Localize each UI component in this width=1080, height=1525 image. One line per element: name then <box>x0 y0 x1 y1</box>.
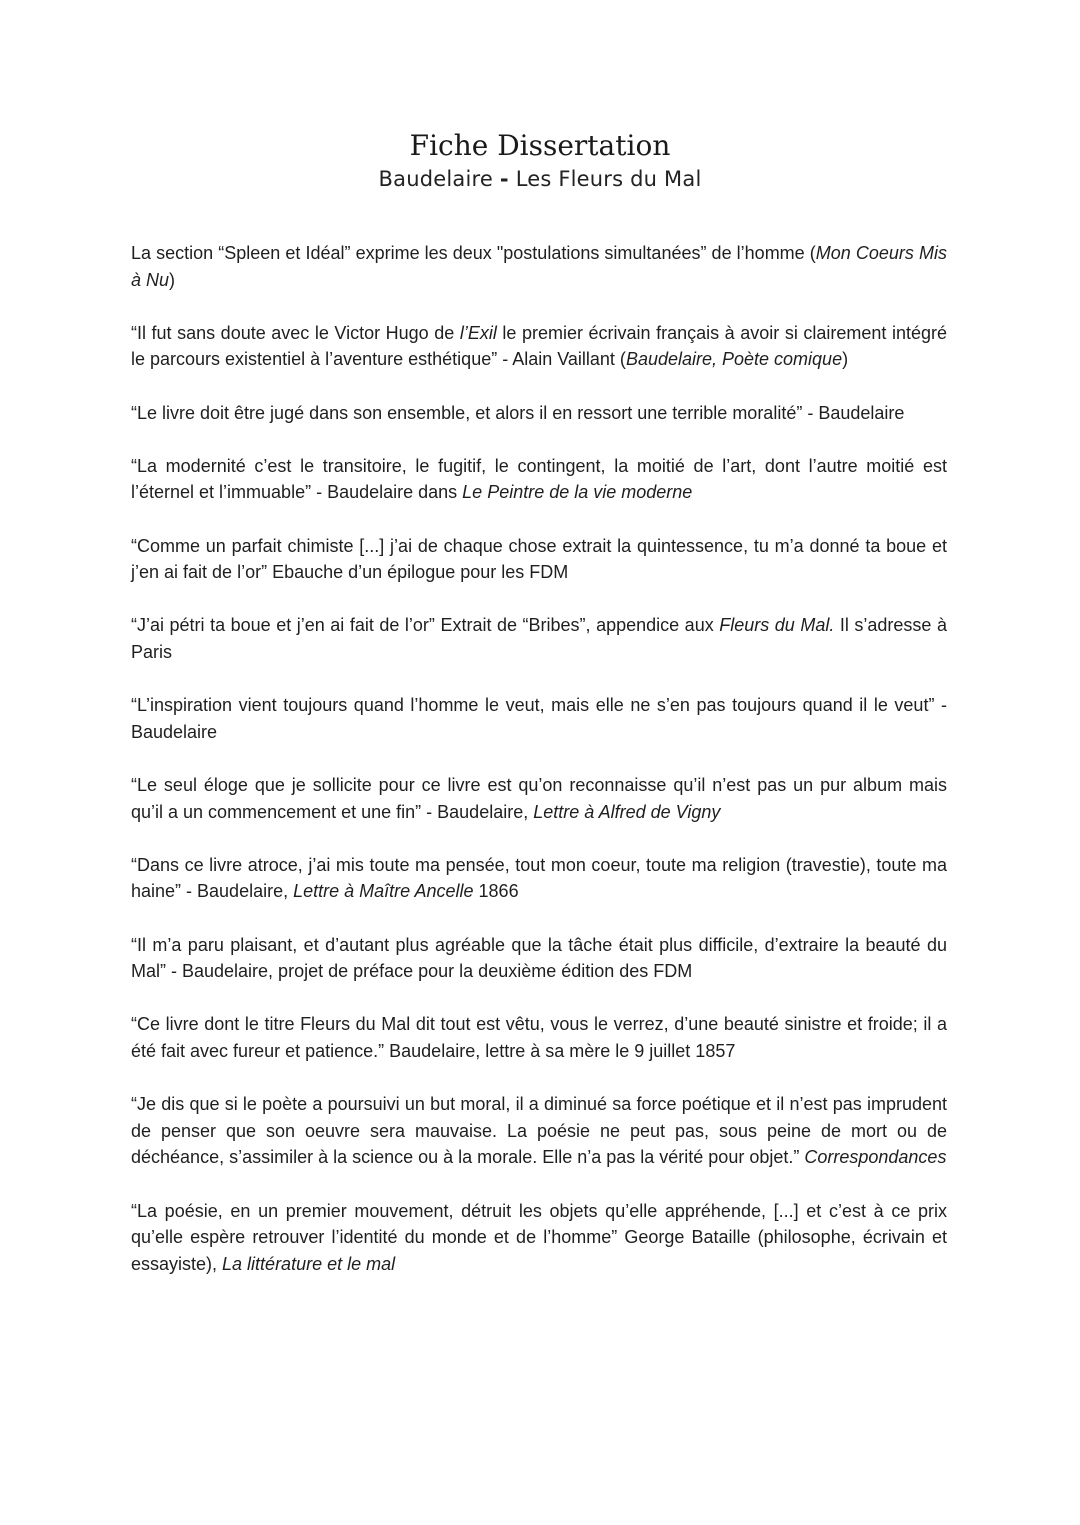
quote-paragraph-8 <box>131 772 947 825</box>
quote-text: “Il fut sans doute avec le Victor Hugo de <box>131 322 460 343</box>
quote-text: “Dans ce livre atroce, j’ai mis toute ma pensée, tout mon coeur, toute ma religion (travestie), toute ma haine” - Baudelaire, <box>131 854 947 902</box>
quote-text: 1866 <box>473 881 519 902</box>
quote-paragraph-11 <box>131 1011 947 1064</box>
quote-text: ) <box>842 349 849 370</box>
quote-source-italic: Fleurs du Mal. <box>719 615 835 636</box>
quote-text: “L’inspiration vient toujours quand l’homme le veut, mais elle ne s’en pas toujours quand il le veut” - Baudelaire <box>131 695 947 742</box>
subtitle-work: Les Fleurs du Mal <box>515 167 702 191</box>
quote-text: “La modernité c’est le transitoire, le fugitif, le contingent, la moitié de l’art, dont l’autre moitié est l’éternel et l’immuable” - Baudelaire dans <box>131 455 947 503</box>
quote-paragraph-10 <box>131 932 947 985</box>
quote-text: le premier écrivain français à avoir si clairement intégré le parcours existentiel à l’aventure esthétique” - Alain Vaillant ( <box>131 322 947 370</box>
page-title: Fiche Dissertation <box>409 129 671 162</box>
subtitle-dash: - <box>499 167 509 191</box>
quote-paragraph-5 <box>131 533 947 586</box>
quote-text: “Je dis que si le poète a poursuivi un but moral, il a diminué sa force poétique et il n’est pas imprudent de penser que son oeuvre sera mauvaise. La poésie ne peut pas, sous peine de mort ou de déchéance, s’assimiler à la science ou à la morale. Elle n’a pas la vérité pour objet.” <box>131 1094 947 1168</box>
quote-source-italic: Correspondances <box>804 1147 947 1168</box>
quote-text: Il s’adresse à Paris <box>131 615 947 662</box>
quote-paragraph-1 <box>131 240 947 293</box>
quote-paragraph-6 <box>131 612 947 665</box>
subtitle-author: Baudelaire <box>378 167 493 191</box>
quote-source-italic: Baudelaire, Poète comique <box>625 349 843 370</box>
quote-source-italic: Le Peintre de la vie moderne <box>462 482 693 503</box>
quote-source-italic: Lettre à Alfred de Vigny <box>533 801 721 822</box>
quote-source-italic: Mon Coeurs Mis à Nu <box>131 243 947 290</box>
page-subtitle <box>0 166 1080 192</box>
quote-text: “Comme un parfait chimiste [...] j’ai de chaque chose extrait la quintessence, tu m’a donné ta boue et j’en ai fait de l’or” Ebauche d’un épilogue pour les FDM <box>131 535 947 583</box>
quote-source-italic: Lettre à Maître Ancelle <box>293 881 474 902</box>
quote-paragraph-9 <box>131 852 947 905</box>
quote-paragraph-12 <box>131 1091 947 1171</box>
quote-text: “Le seul éloge que je sollicite pour ce livre est qu’on reconnaisse qu’il n’est pas un pur album mais qu’il a un commencement et une fin” - Baudelaire, <box>131 775 947 822</box>
quote-source-italic: l’Exil <box>459 322 497 343</box>
quote-text: “La poésie, en un premier mouvement, détruit les objets qu’elle appréhende, [...] et c’est à ce prix qu’elle espère retrouver l’identité du monde et de l’homme” George Bataille (philosophe, écrivain et essayiste), <box>131 1200 947 1274</box>
document-header <box>0 128 1080 192</box>
quote-paragraph-4 <box>131 453 947 506</box>
quote-paragraph-2 <box>131 320 947 373</box>
quote-text: “Ce livre dont le titre Fleurs du Mal dit tout est vêtu, vous le verrez, d’une beauté sinistre et froide; il a été fait avec fureur et patience.” Baudelaire, lettre à sa mère le 9 juillet 1857 <box>131 1014 947 1061</box>
quote-text: La section “Spleen et Idéal” exprime les deux "postulations simultanées” de l’homme ( <box>131 243 816 263</box>
quote-paragraph-3 <box>131 400 947 427</box>
quotes-body <box>131 240 947 1304</box>
quote-paragraph-7 <box>131 692 947 745</box>
quote-text: “Le livre doit être jugé dans son ensemble, et alors il en ressort une terrible moralité” - Baudelaire <box>131 402 905 423</box>
quote-text: ) <box>169 269 176 290</box>
quote-source-italic: La littérature et le mal <box>222 1253 396 1274</box>
quote-paragraph-13 <box>131 1198 947 1278</box>
quote-text: “J’ai pétri ta boue et j’en ai fait de l’or” Extrait de “Bribes”, appendice aux <box>131 615 720 636</box>
quote-text: “Il m’a paru plaisant, et d’autant plus agréable que la tâche était plus difficile, d’extraire la beauté du Mal” - Baudelaire, projet de préface pour la deuxième édition des FDM <box>131 934 947 982</box>
